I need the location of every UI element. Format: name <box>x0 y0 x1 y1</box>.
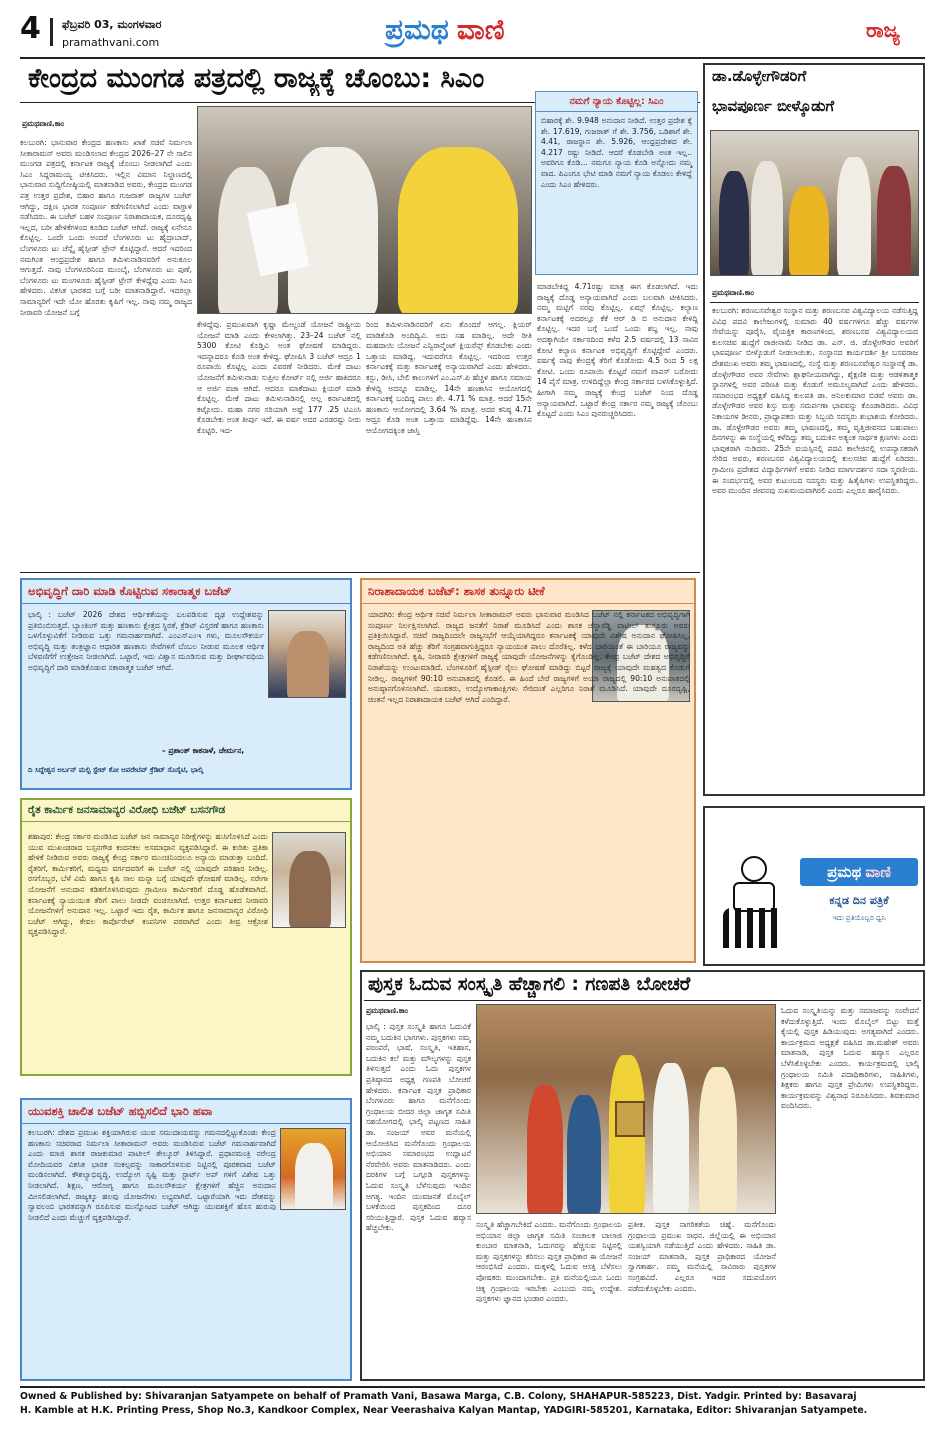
masthead-divider <box>50 18 53 46</box>
person-figure <box>837 157 871 276</box>
disappointing-budget-text: ಯಾದಗಿರಿ: ಕೇಂದ್ರ ಆರ್ಥಿಕ ಸಚಿವೆ ನಿರ್ಮಲಾ ಸೀತಾರಾಮನ್ ಅವರು ಭಾನುವಾರ ಮಂಡಿಸಿದ ಬಜೆಟ್ ನಲ್ಲಿ ಕರ್ನಾಟಕದ ಅಭಿವೃದ್ಧಿಗಾಗಿ ಸಂಪೂರ್ಣ ನಿರ್ಲಕ್ಷಿಸಲಾಗಿದೆ. ರಾಜ್ಯದ ಜನತೆಗೆ ನಿರಾಶೆ ಮೂಡಿಸಿದೆ ಎಂದು ಶಾಸಕ ಚೆನ್ನಾರೆಡ್ಡಿ ಪಾಟೀಲ್ ತುನ್ನೂರು ಅವರು ಪ್ರತಿಕ್ರಿಯಿಸಿದ್ದಾರೆ. ಸಚಿವೆ ರಾಜ್ಯದಿಂದಲೇ ರಾಜ್ಯಸಭೆಗೆ ಆಯ್ಕೆಯಾಗಿದ್ದರೂ ಕರ್ನಾಟಕಕ್ಕೆ ಯಾವುದೇ ವಿಶೇಷ ಅನುದಾನ ಘೋಷಿಸಿಲ್ಲ. ರಾಜ್ಯದಿಂದ ಅತಿ ಹೆಚ್ಚು ತೆರಿಗೆ ಸಂಗ್ರಹವಾಗುತ್ತಿದ್ದರೂ ನ್ಯಾಯಯುತ ಪಾಲು ದೊರೆತಿಲ್ಲ. ಕಳೆದ ಬಾರಿಯಂತೆ ಈ ಬಾರಿಯೂ ರಾಜ್ಯವನ್ನು ಕಡೆಗಣಿಸಲಾಗಿದೆ. ಕೃಷಿ, ನೀರಾವರಿ ಕ್ಷೇತ್ರಗಳಿಗೆ ರಾಜ್ಯಕ್ಕೆ ಯಾವುದೇ ಯೋಜನೆಗಳನ್ನು ಕೈಗೊಂಡಿಲ್ಲ. ಕೇಂದ್ರ ಬಜೆಟ್ ದೇಶದ ಅಭಿವೃದ್ಧಿಗೆ ನಿರಾಶೆಯನ್ನು ಉಂಟುಮಾಡಿದೆ. ಬೆಂಗಳೂರಿಗೆ ಹೈಸ್ಪೀಡ್ ರೈಲು ಘೋಷಣೆ ಮಾಡಿದ್ದು ಬಿಟ್ಟರೆ ರಾಜ್ಯಕ್ಕೆ ಯಾವುದೇ ಮಹತ್ವದ ಕೊಡುಗೆ ನೀಡಿಲ್ಲ. ರಾಜ್ಯಗಳಿಗೆ 90:10 ಅನುಪಾತದಲ್ಲಿ ಕೊಡಲಿ. ಈ ಹಿಂದೆ ಬೇರೆ ರಾಜ್ಯಗಳಿಗೆ ಅಯಾ ರಾಜ್ಯದಲ್ಲಿ 90:10 ಅನುಪಾತದಲ್ಲಿ ಅನುಷ್ಠಾನಗೊಳಿಸಲಾಗಿದೆ. ಯುವಕರು, ಉದ್ಯೋಗಾಕಾಂಕ್ಷಿಗಳು ಸೇರಿದಂತೆ ಎಲ್ಲರಿಗೂ ನಿರಾಶೆ ಮೂಡಿಸಿದೆ. ಯಾವುದೇ ದೂರದೃಷ್ಟಿ, ಚಿಂತನೆ ಇಲ್ಲದ ನಿರಾಶಾದಾಯಕ ಬಜೆಟ್ ಆಗಿದೆ ಎಂದಿದ್ದಾರೆ. <box>368 610 690 704</box>
books-headline: ಪುಸ್ತಕ ಓದುವ ಸಂಸ್ಕೃತಿ ಹೆಚ್ಚಾಗಲಿ : ಗಣಪತಿ ಬೋಚರೆ <box>368 974 691 995</box>
youth-budget-box <box>20 1098 352 1381</box>
disappointing-budget-box <box>360 578 696 963</box>
books-column-2: ಸಂಸ್ಕೃತಿ ಹೆಚ್ಚಾಗಬೇಕಿದೆ ಎಂದರು. ಮನೆಗೊಂದು ಗ್ರಂಥಾಲಯ ಅಭಿಯಾನ ಜಿಲ್ಲಾ ಜಾಗೃತ ಸಮಿತಿ ಸಂಚಾಲಕ ಬಾಲಾಜಿ ಕುಂಬಾರ ಮಾತನಾಡಿ, ಓದುಗರನ್ನು ಹೆಚ್ಚಿಸುವ ನಿಟ್ಟಿನಲ್ಲಿ ಮತ್ತು ಪುಸ್ತಕಗಳನ್ನು ಕರಿಸಲು ಪುಸ್ತಕ ಪ್ರಾಧಿಕಾರ ಈ ಯೋಜನೆ ಆರಂಭಿಸಿದೆ ಎಂದರು. ಮಕ್ಕಳಲ್ಲಿ ಓದುವ ಆಸಕ್ತಿ ಬೆಳೆಸಲು ಪೋಷಕರು ಮುಂದಾಗಬೇಕು. ಪ್ರತಿ ಮನೆಯಲ್ಲಿಯೂ ಒಂದು ಚಿಕ್ಕ ಗ್ರಂಥಾಲಯ ಇರಬೇಕು ಎಂಬುದು ನಮ್ಮ ಉದ್ದೇಶ. ಪುಸ್ತಕಗಳು ಜ್ಞಾನದ ಭಂಡಾರ ಎಂದರು. <box>476 1220 622 1304</box>
person-figure <box>789 186 829 276</box>
ad-paper-logo <box>800 858 918 886</box>
footer-rule <box>20 1386 925 1388</box>
person-figure <box>398 147 518 314</box>
ad-illustration <box>713 838 793 948</box>
right-story-headline-2: ಭಾವಪೂರ್ಣ ಬೀಳ್ಕೊಡುಗೆ <box>712 97 835 115</box>
masthead-rule <box>20 57 925 59</box>
lead-byline: ಪ್ರಮಥವಾಣಿ.ಕಾಂ <box>22 119 65 128</box>
person-figure <box>877 166 911 276</box>
ad-paper-right: ವಾಣಿ <box>865 863 891 881</box>
imprint-line-2: H. Kamble at H.K. Printing Press, Shop No.3, Kandkoor Complex, Near Veerashaiva Kalyan Mantap, YADGIRI-585201, Karnataka, Editor: Shivaranjan Satyampete. <box>20 1405 868 1416</box>
lead-column-1: ಕಲಬುರಗಿ: ಭಾನುವಾರ ಕೇಂದ್ರದ ಹಣಕಾಸು ಖಾತೆ ಸಚಿವೆ ನಿರ್ಮಲಾ ಸೀತಾರಾಮನ್ ಅವರು ಮಂಡಿಸಲಾದ ಕೇಂದ್ರದ 2026–27 ನೇ ಸಾಲಿನ ಮುಂಗಡ ಪತ್ರದಲ್ಲಿ ಕರ್ನಾಟಕ ರಾಜ್ಯಕ್ಕೆ ಚೊಂಬು ನೀಡಲಾಗಿದೆ ಎಂದು ಸಿಎಂ ಸಿದ್ದರಾಮಯ್ಯ ಟೀಕಿಸಿದರು. ಇಲ್ಲಿನ ವಿಮಾನ ನಿಲ್ದಾಣದಲ್ಲಿ ಭಾನುವಾರ ಸುದ್ದಿಗೋಷ್ಠಿಯಲ್ಲಿ ಮಾತನಾಡಿದ ಅವರು, ಕೇಂದ್ರದ ಮುಂಗಡ ಪತ್ರ ಉತ್ತರ ಪ್ರದೇಶ, ಬಿಹಾರ ಹಾಗೂ ಗುಜರಾತ್ ರಾಜ್ಯಗಳ ಬಜೆಟ್ ಆಗಿದ್ದು, ದಕ್ಷಿಣ ಭಾರತ ಸಂಪೂರ್ಣ ಕಡೆಗಣಿಸಲಾಗಿದೆ ಎಂದು ವಾಗ್ದಾಳಿ ನಡೆಸಿದರು. ಈ ಬಜೆಟ್ ಬಹಳ ಸಂಪೂರ್ಣ ನಿರಾಶಾದಾಯಕ, ದೂರದೃಷ್ಟಿ ಇಲ್ಲದ, ಬರೀ ಹೇಳಿಕೆಗಳಿಂದ ಕೂಡಿದ ಬಜೆಟ್ ಆಗಿದೆ. ರಾಜ್ಯಕ್ಕೆ ಏನೇನೂ ಕೊಟ್ಟಿಲ್ಲ. ಒಂದೇ ಒಂದು ಅಂದರೆ ಬೆಂಗಳೂರು ಟು ಹೈದ್ರಾಬಾದ್, ಬೆಂಗಳೂರು ಟು ಚೆನ್ನೈ ಹೈಸ್ಪೀಡ್ ಟ್ರೇನ್ ಕೊಟ್ಟಿದ್ದಾರೆ. ಆದರೆ ಇದರಿಂದ ನಮಗಿಂತ ಆಂಧ್ರಪ್ರದೇಶ ಹಾಗೂ ತಮಿಳುನಾಡಿನವರಿಗೆ ಅನುಕೂಲ ಆಗುತ್ತದೆ. ನಾವು ಬೆಂಗಳೂರಿನಿಂದ ಮುಂಬೈ, ಬೆಂಗಳೂರು ಟು ಪುಣೆ, ಬೆಂಗಳೂರು ಟು ಮಂಗಳೂರು ಹೈಸ್ಪೀಡ್ ಟ್ರೇನ್ ಕೇಳಿದ್ದೆವು ಎಂದು ಸಿಎಂ ಹೇಳಿದರು. ವಿಕಸಿತ ಭಾರತದ ಬಗ್ಗೆ ಬರೀ ಮಾತನಾಡಿದ್ದಾರೆ. ಇದರಲ್ಲಾ ಸಾಮಾನ್ಯರಿಗೆ ಇದೇ ಯೋ ಹೊರತು ಕೃಷಿಗೆ ಇಲ್ಲ. ನಾವು ನಮ್ಮ ರಾಜ್ಯದ ನೀರಾವರಿ ಯೋಜನೆ ಬಗ್ಗೆ <box>20 138 192 317</box>
section-name: ರಾಜ್ಯ <box>866 18 900 42</box>
website-link[interactable]: pramathvani.com <box>62 36 160 49</box>
justice-box-title: ನಮಗೆ ನ್ಯಾಯ ಕೊಟ್ಟಿಲ್ಲ: ಸಿಎಂ <box>536 92 697 112</box>
issue-date: ಫೆಬ್ರವರಿ 03, ಮಂಗಳವಾರ <box>62 18 162 31</box>
person-figure <box>287 631 329 698</box>
books-event-photo <box>476 1004 776 1214</box>
person-figure <box>527 1085 563 1214</box>
person-figure <box>289 851 331 928</box>
justice-box <box>535 91 698 275</box>
books-column-3: ಪ್ರತೀಕ. ಪುಸ್ತಕ ನಾಗರಿಕತೆಯ ಚಿಹ್ನೆ. ಮನೆಗೊಂದು ಗ್ರಂಥಾಲಯ ಪ್ರಮುಖ ಸಾಧನ. ಜಿಲ್ಲೆಯಲ್ಲಿ ಈ ಅಭಿಯಾನ ಯಶಸ್ವಿಯಾಗಿ ನಡೆಯುತ್ತಿದೆ ಎಂದು ಹೇಳಿದರು. ಸಾಹಿತಿ ಡಾ. ಸಂಜಯ್ ಮಾತನಾಡಿ, ಪುಸ್ತಕ ಪ್ರಾಧಿಕಾರದ ಯೋಜನೆ ಸ್ವಾಗತಾರ್ಹ. ನಮ್ಮ ಮನೆಯಲ್ಲಿ ಸಾವಿರಾರು ಪುಸ್ತಕಗಳ ಸಂಗ್ರಹವಿದೆ. ಎಲ್ಲರೂ ಇದರ ಸದುಪಯೋಗ ಪಡೆದುಕೊಳ್ಳಬೇಕು ಎಂದರು. <box>628 1220 776 1293</box>
positive-budget-headline: ಅಭಿವೃದ್ಧಿಗೆ ದಾರಿ ಮಾಡಿ ಕೊಟ್ಟಿರುವ ಸಕಾರಾತ್ಮಕ ಬಜೆಟ್ <box>22 580 350 604</box>
youth-budget-headline: ಯುವಶಕ್ತಿ ಚಾಲಿತ ಬಜೆಟ್ ಹಬ್ಬಿಸಲಿದೆ ಭಾರಿ ಹವಾ <box>22 1100 350 1124</box>
lead-column-4: ಮಾಡಬೇಕಿದ್ದ 4.71ರಷ್ಟು ಮಾತ್ರ ಈಗ ಕೊಡಲಾಗಿದೆ. ಇದು ರಾಜ್ಯಕ್ಕೆ ದೊಡ್ಡ ಅನ್ಯಾಯವಾಗಿದೆ ಎಂದು ಬಲವಾಗಿ ಟೀಕಿಸಿದರು. ನಮ್ಮ ಮಟ್ಟಿಗೆ ನರವು ಕೊಟ್ಟಿಲ್ಲ. ಏಮ್ಸ್ ಕೊಟ್ಟಿಲ್ಲ. ಕಲ್ಯಾಣ ಕರ್ನಾಟಕಕ್ಕೆ ಅದರಲ್ಲೂ ಕೆಕೆ ಆರ್ ಡಿ ಬಿ ಅನುದಾನ ಕೇಳಿದ್ದಿ ಕೊಟ್ಟಿಲ್ಲ. ಇದರ ಬಗ್ಗೆ ಒಂದೆ ಒಂದು ಶಬ್ದ ಇಲ್ಲ. ನಾವು ಅದಕ್ಕಾಗಿಯೇ ಸರ್ಕಾರದಿಂದ ಕಳೆದ 2.5 ವರ್ಷದಲ್ಲಿ 13 ಸಾವಿರ ಕೋಟಿ ಕಲ್ಯಾಣ ಕರ್ನಾಟಕ ಅಭಿವೃದ್ಧಿಗೆ ಕೊಟ್ಟಿದ್ದೇವೆ ಎಂದರು. ವರ್ಷಕ್ಕೆ ನಾವು ಕೇಂದ್ರಕ್ಕೆ ತೆರಿಗೆ ಕೊಡೋದು 4.5 ರಿಂದ 5 ಲಕ್ಷ ಕೋಟಿ. ಒಂದು ರೂಪಾಯಿ ಕೊಟ್ಟರೆ ನಮಗೆ ವಾಪಸ್ ಬರೋದು 14 ಪೈಸೆ ಮಾತ್ರ. ಉಳಿದಿದ್ದೆಲ್ಲಾ ಕೇಂದ್ರ ಸರ್ಕಾರದ ಬಳಸಿಕೊಳ್ಳುತ್ತಿದೆ. ಹೀಗಾಗಿ ನಮ್ಮ ರಾಜ್ಯಕ್ಕೆ ಕೇಂದ್ರ ಬಜೆಟ್ ನಿಂದ ದೊಡ್ಡ ಅನ್ಯಾಯವಾಗಿದೆ. ಒಟ್ಟಾರೆ ಕೇಂದ್ರ ಸರ್ಕಾರ ನಮ್ಮ ರಾಜ್ಯಕ್ಕೆ ಚೊಂಬು ಕೊಟ್ಟದೆ ಎಂದು ಸಿಎಂ ಪುನರುಚ್ಚರಿಸಿದರು. <box>537 282 698 419</box>
paper-logo <box>385 14 505 46</box>
positive-budget-signature: – ಪ್ರಶಾಂತ್ ಕಾಕನಾಳೆ, ಚೇರ್ಮನ, <box>162 746 245 755</box>
person-figure <box>653 1063 689 1214</box>
positive-budget-text: ಭಾಲ್ಕಿ : ಬಜೆಟ್ 2026 ದೇಶದ ಆರ್ಥಿಕತೆಯನ್ನು ಬಲಪಡಿಸುವ ದೃಢ ಉದ್ದೇಶವನ್ನು ಪ್ರತಿಬಿಂಬಿಸುತ್ತದೆ. ಬ್ಯಾಂಕಿಂಗ್ ಮತ್ತು ಹಣಕಾಸು ಕ್ಷೇತ್ರದ ಸ್ಥಿರತೆ, ಕ್ರೆಡಿಟ್ ವಿಸ್ತರಣೆ ಹಾಗೂ ಹಣಕಾಸು ಒಳಗೊಳ್ಳುವಿಕೆಗೆ ನೀಡಿರುವ ಒತ್ತು ಗಮನಾರ್ಹವಾಗಿದೆ. ಎಂಎಸ್ಎಂಇ ಗಳು, ಮೂಲಸೌಕರ್ಯ ಅಭಿವೃದ್ಧಿ ಮತ್ತು ತಂತ್ರಜ್ಞಾನ ಆಧಾರಿತ ಹಣಕಾಸು ಸೇವೆಗಳಿಗೆ ಬೆಂಬಲ ನೀಡುವ ಮೂಲಕ ಆರ್ಥಿಕ ಬೆಳವಣಿಗೆಗೆ ಉತ್ತೇಜನ ನೀಡಲಾಗಿದೆ. ಒಟ್ಟಾರೆ, ಇದು ವಿಶ್ವಾಸ ಮೂಡಿಸುವ ಮತ್ತು ದೀರ್ಘಾವಧಿಯ ಅಭಿವೃದ್ಧಿಗೆ ದಾರಿ ಮಾಡಿಕೊಡುವ ಸಕಾರಾತ್ಮಕ ಬಜೆಟ್ ಆಗಿದೆ. <box>28 610 264 672</box>
paper-name-left: ಪ್ರಮಥ <box>385 13 449 46</box>
right-story-headline-1: ಡಾ.ಡೊಳ್ಳೇಗೌಡರಿಗೆ <box>712 67 807 85</box>
right-byline-rule <box>710 302 919 303</box>
prashanth-photo <box>268 610 346 698</box>
positive-budget-signature-org: ದಿ ಸಿದ್ದೇಶ್ವರ ಅರ್ಬನ್ ಮಲ್ಟಿ ಸ್ಟೇಟ್ ಕೋ ಆಪರೇಟಿವ್ ಕ್ರೆಡಿಟ್ ಸೊಸೈಟಿ, ಭಾಲ್ಕಿ <box>28 766 204 774</box>
lead-column-3: ರಿಂದ ತಮಿಳುನಾಡಿನವರಿಗೆ ಏನು ತೊಂದರೆ ಆಗಲ್ಲ. ಕ್ಲಿಯರ್ ಮಾಡಿಕೊಡಿ ಅಂದಿದ್ವಿವಿ. ಅದು ಸಹ ಮಾಡಿಲ್ಲ. ಅದೇ ರೀತಿ ಮಹದಾಯಿ ಯೋಜನೆ ಎನ್ವಿರಾನ್ಮೆಂಟ್ ಕ್ಲಿಯರೆನ್ಸ್ ಕೊಡಬೇಕು ಎಂದು ಒತ್ತಾಯ ಮಾಡಿದ್ದ. ಇದುವರೆಗೂ ಕೊಟ್ಟಿಲ್ಲ. ಇದರಿಂದ ಉತ್ತರ ಕರ್ನಾಟಕಕ್ಕೆ ಮತ್ತು ಕರ್ನಾಟಕಕ್ಕೆ ಅನ್ಯಾಯವಾಗಿದೆ ಎಂದು ಹೇಳಿದರು. ಕಸ್ಟು, ಡೀಸಿ, ಬೇಲಿ ಕಾಲುಗಳಿಗೆ ಎಂ.ಎಸ್.ಪಿ ಹೆಚ್ಚಳ ಹಾಗೂ ಸಮಾಯ ಕೇಳಿದ್ದಿ ಅದನ್ನೂ ಮಾಡಿಲ್ಲ. 14ನೇ ಹಣಕಾಸಿನ ಆಯೋಗದಲ್ಲಿ ಕರ್ನಾಟಕಕ್ಕೆ ಬಂದಿದ್ದ ಪಾಲು ಶೇ. 4.71 % ಮಾತ್ರ. ಆದರೆ 15ನೇ ಹಣಕಾಸು ಆಯೋಗದಲ್ಲಿ 3.64 % ಮಾತ್ರ. ಅದರ ಕನಿಷ್ಠ 4.71 ಆದ್ರೂ ಕೊಡಿ ಅಂತ ಒತ್ತಾಯ ಮಾಡಿದ್ದೆವು. 14ನೇ ಹಣಕಾಸಿನ ಆಯೋಗದಕ್ಕಿಂತ ಜಾಸ್ತಿ <box>366 320 532 435</box>
ad-paper-left: ಪ್ರಮಥ <box>827 863 862 881</box>
telkur-photo <box>280 1128 346 1210</box>
books-column-1: ಭಾಲ್ಕಿ : ಪುಸ್ತಕ ಸಂಸ್ಕೃತಿ ಹಾಗೂ ಓದುವಿಕೆ ನಮ್ಮ ಬದುಕಿನ ಭಾಗಗಳು. ಪುಸ್ತಕಗಳು ನಮ್ಮ ಪರಂಪರೆ, ಭಾಷೆ, ಸಂಸ್ಕೃತಿ, ಇತಿಹಾಸ, ಬದುಕಿನ ಕಲೆ ಮತ್ತು ಮೌಲ್ಯಗಳನ್ನು ಪುಸ್ತಕ ತಿಳಿಸುತ್ತದೆ ಎಂದು ಓದು ಪುಸ್ತಕಗಳ ಪ್ರತಿಷ್ಠಾನದ ಅಧ್ಯಕ್ಷ ಗಣಪತಿ ಬೋಚರೆ ಹೇಳಿದರು. ಕರ್ನಾಟಕ ಪುಸ್ತಕ ಪ್ರಾಧಿಕಾರ ಬೆಂಗಳೂರು ಹಾಗೂ ಮನೆಗೊಂದು ಗ್ರಂಥಾಲಯ ಬೀದರ ಜಿಲ್ಲಾ ಜಾಗೃತ ಸಮಿತಿ ಸಹಯೋಗದಲ್ಲಿ ಭಾಲ್ಕಿ ಪಟ್ಟಣದ ಸಾಹಿತಿ ಡಾ. ಸಂಜಯ್ ಅವರ ಮನೆಯಲ್ಲಿ ಆಯೋಜಿಸಿದ ಮನೆಗೊಂದು ಗ್ರಂಥಾಲಯ ಅಭಿಯಾನ ಸಮಾರಂಭದ ಉದ್ಘಾಟನೆ ನೆರವೇರಿಸಿ ಅವರು ಮಾತನಾಡಿದರು. ಎಂದು ದರಕಿಗಳ ಬಗ್ಗೆ ಒಗ್ಗೂಡಿ ಪುಸ್ತಕಗಳನ್ನು ಓದುವ ಸಂಸ್ಕೃತಿ ಬೆಳೆಸುವುದು ಇಂದಿನ ಅಗತ್ಯ. ಇಂದಿನ ಯುವಜನತೆ ಮೊಬೈಲ್ ಬಳಕೆಯಿಂದ ಪುಸ್ತಕದಿಂದ ದೂರ ಸರಿಯುತ್ತಿದ್ದಾರೆ. ಪುಸ್ತಕ ಓದುವ ಹವ್ಯಾಸ ಹೆಚ್ಚಬೇಕು. <box>366 1022 471 1233</box>
farewell-photo <box>710 130 919 276</box>
lead-column-2: ಕೇಳಿದ್ದೆವು. ಪ್ರಮುಖವಾಗಿ ಕೃಷ್ಣಾ ಮೇಲ್ದಂಡೆ ಯೋಜನೆ ರಾಷ್ಟ್ರೀಯ ಯೋಜನೆ ಮಾಡಿ ಎಂದು ಕೇಳಲಾಗಿತ್ತು. 23–24 ಬಜೆಟ್ ನಲ್ಲಿ 5300 ಕೋಟಿ ಕೊಡ್ತಿವಿ ಅಂತ ಘೋಷಣೆ ಮಾಡಿದ್ದರು. ಇದನ್ನಾದರೂ ಕೊಡಿ ಅಂತ ಕೇಳಿದ್ದ. ಘೋಷಿಸಿ 3 ಬಜೆಟ್ ಆದ್ರೂ 1 ರೂಪಾಯಿ ಕೊಟ್ಟಿಲ್ಲ ಎಂದು ವಿವರಣೆ ನೀಡಿದರು. ಮೇಕೆ ದಾಟು ಯೋಜನೆಗೆ ತಮಿಳುನಾಡು ಸುಪ್ರೀಂ ಕೋರ್ಟ್ ನಲ್ಲಿ ಅರ್ಜಿ ಹಾಕಿದರೂ ಆ ಅರ್ಜಿ ವಜಾ ಆಗಿದೆ. ಆದರೂ ಮಾಕೆದಾಟು ಕ್ಲಿಯರ್ ಮಾಡಿ ಕೊಟ್ಟಿಲ್ಲ. ಮೇಕೆ ದಾಟು ತಮಿಳುನಾಡಿನಲ್ಲಿ ಅಲ್ಲ ಕರ್ನಾಟಕದಲ್ಲಿ ಕಟ್ಟೋದು. ಮಹಾ ನಗರ ಸರಿಯಾಗಿ ಅಷ್ಟೆ 177 .25 ಟಿಎಂಸಿ ಕೊಡಬೇಕು ಅಂತ ತೀರ್ಪು ಇದೆ. ಈ ವರ್ಷ ಅದರ ಎರಡರಷ್ಟು ನೀರು ಕೊಟ್ಟಿರಿ. ಇದ- <box>197 320 361 435</box>
basanagouda-photo <box>272 832 346 928</box>
farmer-budget-box <box>20 798 352 1076</box>
memento-frame <box>615 1101 645 1137</box>
person-figure <box>567 1095 601 1214</box>
imprint-line-1: Owned & Published by: Shivaranjan Satyampete on behalf of Pramath Vani, Basawa Marga, C.B. Colony, SHAHAPUR-585223, Dist. Yadgir. Printed by: Basavaraj <box>20 1391 857 1402</box>
lead-bottom-rule <box>20 572 700 573</box>
cm-press-photo <box>197 106 532 314</box>
justice-box-text: ಬಿಹಾರಕ್ಕೆ ಶೇ. 9.948 ಅನುದಾನ ನೀಡಿದೆ. ಉತ್ತರ ಪ್ರದೇಶ ಕ್ಕೆ ಶೇ. 17.619, ಗುಜರಾತ್ ಗೆ ಶೇ. 3.756, ಒಡಿಶಾಗೆ ಶೇ. 4.41, ರಾಜಸ್ಥಾನ ಶೇ. 5.926, ಆಂಧ್ರಪ್ರದೇಶದ ಶೇ. 4.217 ರಷ್ಟು ನೀಡಿದೆ. ಆದರೆ ಕೊಡಬೇಡಿ ಅಂತ ಇಲ್ಲ.. ಅವರಿಗೂ ಕೊಡಿ... ನಮಗೂ ನ್ಯಾಯ ಕೊಡಿ ಅನ್ನೋದು ನಮ್ಮ ವಾದ. ಪಿಎಂಗೂ ಭೇಟಿ ಮಾಡಿ ನಮಗೆ ನ್ಯಾಯ ಕೊಡಲು ಕೇಳಿದ್ದೆ ಎಂದು ಸಿಎಂ ಹೇಳಿದರು. <box>541 116 692 189</box>
person-figure <box>719 171 749 276</box>
advertisement-box <box>703 806 925 966</box>
person-figure <box>751 161 783 276</box>
paper-name-right: ವಾಣಿ <box>456 13 505 46</box>
person-figure <box>295 1143 333 1210</box>
positive-budget-box <box>20 578 352 790</box>
ad-tagline: ಕನ್ನಡ ದಿನ ಪತ್ರಿಕೆ <box>829 894 889 907</box>
right-story-byline: ಪ್ರಮಥವಾಣಿ.ಕಾಂ <box>712 288 755 297</box>
person-figure <box>699 1067 737 1214</box>
lead-headline: ಕೇಂದ್ರದ ಮುಂಗಡ ಪತ್ರದಲ್ಲಿ ರಾಜ್ಯಕ್ಕೆ ಚೊಂಬು: ಸಿಎಂ <box>28 63 485 94</box>
farmer-budget-headline: ರೈತ ಕಾರ್ಮಿಕ ಜನಸಾಮಾನ್ಯರ ವಿರೋಧಿ ಬಜೆಟ್ ಬಸನಗೌಡ <box>22 800 350 822</box>
farmer-budget-text: ಶಹಾಪುರ: ಕೇಂದ್ರ ಸರ್ಕಾರ ಮಂಡಿಸಿದ ಬಜೆಟ್ ಜನ ಸಾಮಾನ್ಯರ ನಿರೀಕ್ಷೆಗಳನ್ನು ಹುಸಿಗೊಳಿಸಿದೆ ಎಂದು ಯುವ ಮುಖಂಡರಾದ ಬಸ್ಸನಗೌಡ ಕಂದನಕಲ ಅಸಮಾಧಾನ ವ್ಯಕ್ತಪಡಿಸಿದ್ದಾರೆ. ಈ ಕುರಿತು ಪ್ರತಿಕಾ ಹೇಳಿಕೆ ನೀಡಿರುವ ಅವರು ರಾಜ್ಯಕ್ಕೆ ಕೇಂದ್ರ ಸರ್ಕಾರ ಮುಂಚಿನಿಂದಲೂ ಅನ್ಯಾಯ ಮಾಡುತ್ತಾ ಬಂದಿದೆ. ರೈತರಿಗೆ, ಕಾರ್ಮಿಕರಿಗೆ, ಮಧ್ಯಮ ವರ್ಗದವರಿಗೆ ಈ ಬಜೆಟ್ ನಲ್ಲಿ ಯಾವುದೇ ಪರಿಹಾರ ನೀಡಿಲ್ಲ. ರಸಗೊಬ್ಬರ, ಬೆಳೆ ವಿಮೆ ಹಾಗೂ ಕೃಷಿ ಸಾಲ ಮನ್ನಾ ಬಗ್ಗೆ ಯಾವುದೇ ಘೋಷಣೆ ಮಾಡಿಲ್ಲ. ನರೇಗಾ ಯೋಜನೆಗೆ ಅನುದಾನ ಕಡಿತಗೊಳಿಸಿರುವುದು ಗ್ರಾಮೀಣ ಕಾರ್ಮಿಕರಿಗೆ ದೊಡ್ಡ ಹೊಡೆತವಾಗಿದೆ. ಕರ್ನಾಟಕಕ್ಕೆ ನ್ಯಾಯಯುತ ತೆರಿಗೆ ಪಾಲು ನೀಡದೇ ವಂಚಿಸಲಾಗಿದೆ. ಉತ್ತರ ಕರ್ನಾಟಕದ ನೀರಾವರಿ ಯೋಜನೆಗಳಿಗೆ ಅನುದಾನ ಇಲ್ಲ. ಒಟ್ಟಾರೆ ಇದು ರೈತ, ಕಾರ್ಮಿಕ ಹಾಗೂ ಜನಸಾಮಾನ್ಯರ ವಿರೋಧಿ ಬಜೆಟ್ ಆಗಿದ್ದು, ಕೇವಲ ಕಾರ್ಪೊರೇಟ್ ಕಂಪನಿಗಳ ಪರವಾಗಿದೆ ಎಂದು ತೀವ್ರ ಆಕ್ರೋಶ ವ್ಯಕ್ತಪಡಿಸಿದ್ದಾರೆ. <box>28 832 268 937</box>
books-byline: ಪ್ರಮಥವಾಣಿ.ಕಾಂ <box>366 1006 409 1015</box>
disappointing-budget-headline: ನಿರಾಶಾದಾಯಕ ಬಜೆಟ್: ಶಾಸಕ ತುನ್ನೂರು ಟೀಕೆ <box>362 580 694 604</box>
books-headline-rule <box>364 1000 921 1001</box>
youth-budget-text: ಕಲಬುರಗಿ: ದೇಶದ ಪ್ರಮುಖ ಶಕ್ತಿಯಾಗಿರುವ ಯುವ ಸಮುದಾಯವನ್ನು ಗಮನದಲ್ಲಿಟ್ಟುಕೊಂಡು ಕೇಂದ್ರ ಹಣಕಾಸು ಸಚಿವರಾದ ನಿರ್ಮಲಾ ಸೀತಾರಾಮನ್ ಅವರು ಮಂಡಿಸಿರುವ ಬಜೆಟ್ ಗಮನಾರ್ಹವಾಗಿದೆ ಎಂದು ಮಾಜಿ ಶಾಸಕ ರಾಜಕುಮಾರ ಪಾಟೀಲ್ ತೇಲ್ಕೂರ್ ತಿಳಿಸಿದ್ದಾರೆ. ಪ್ರಧಾನಮಂತ್ರಿ ನರೇಂದ್ರ ಮೋದಿಯವರ ವಿಕಸಿತ ಭಾರತ ಸಂಕಲ್ಪವನ್ನು ಸಾಕಾರಗೊಳಿಸುವ ನಿಟ್ಟಿನಲ್ಲಿ ಪೂರಕವಾದ ಬಜೆಟ್ ಮಂಡಿಸಲಾಗಿದೆ. ಕೌಶಲ್ಯಾಭಿವೃದ್ಧಿ, ಉದ್ಯೋಗ ಸೃಷ್ಟಿ ಮತ್ತು ಸ್ಟಾರ್ಟ್ ಅಪ್ ಗಳಿಗೆ ವಿಶೇಷ ಒತ್ತು ನೀಡಲಾಗಿದೆ. ಶಿಕ್ಷಣ, ಆರೋಗ್ಯ ಹಾಗೂ ಮೂಲಸೌಕರ್ಯ ಕ್ಷೇತ್ರಗಳಿಗೆ ಹೆಚ್ಚಿನ ಅನುದಾನ ಮೀಸಲಿಡಲಾಗಿದೆ. ರಾಜ್ಯಕ್ಕೂ ಹಲವು ಯೋಜನೆಗಳು ಲಭ್ಯವಾಗಿವೆ. ಒಟ್ಟಾರೆಯಾಗಿ ಇದು ದೇಶವನ್ನು ಸ್ವಾವಲಂಬಿ ಭಾರತವನ್ನಾಗಿ ರೂಪಿಸುವ ಮುನ್ನೋಟದ ಬಜೆಟ್ ಆಗಿದ್ದು ಯುವಶಕ್ತಿಗೆ ಹೊಸ ಹುರುಪು ನೀಡಲಿದೆ ಎಂದು ಮೆಚ್ಚುಗೆ ವ್ಯಕ್ತಪಡಿಸಿದ್ದಾರೆ. <box>28 1128 276 1222</box>
ad-subtagline: ಇದು ಪ್ರತಿಯೊಬ್ಬರ ಧ್ವನಿ <box>832 914 886 922</box>
right-story-text: ಕಲಬುರಗಿ: ಶರಣಬಸವೇಶ್ವರ ಸಂಸ್ಥಾನ ಮತ್ತು ಶರಣಬಸವ ವಿಶ್ವವಿದ್ಯಾಲಯ ನಡೆಸುತ್ತಿದ್ದ ವಿವಿಧ ಪದವಿ ಕಾಲೇಜುಗಳಲ್ಲಿ ಸುಮಾರು 40 ವರ್ಷಗಳಿಗೂ ಹೆಚ್ಚು ವರ್ಷಗಳ ಸೇವೆಯನ್ನು ಪೂರೈಸಿ, ವೈಯಕ್ತಿಕ ಕಾರಣಗಳಿಂದ, ಶರಣಬಸವ ವಿಶ್ವವಿದ್ಯಾಲಯದ ಕುಲಸಚಿವ ಹುದ್ದೆಗೆ ರಾಜೀನಾಮೆ ನೀಡಿದ ಡಾ. ಎಸ್. ಜಿ. ಡೊಳ್ಳೇಗೌಡರ ಅವರಿಗೆ ಭಾವಪೂರ್ಣ ಬೀಳ್ಕೊಡುಗೆ ನೀಡಲಾಯಿತು. ಸಂಸ್ಥಾನದ ಕಾರ್ಯದರ್ಶಿ ಶ್ರೀ ಬಸವರಾಜ ದೇಶಮುಖ ಅವರು ತಮ್ಮ ಭಾಷಣದಲ್ಲಿ, ಸಂಸ್ಥೆ ಮತ್ತು ಶರಣಬಸವೇಶ್ವರ ಸಂಸ್ಥಾನಕ್ಕೆ ಡಾ. ಡೊಳ್ಳೇಗೌಡರ ಅವರ ಸೇವೆಗಳು ಶ್ಲಾಘನೀಯವಾಗಿದ್ದು, ಶೈಕ್ಷಣಿಕ ಮತ್ತು ಆಡಳಿತಾತ್ಮಕ ಸ್ಥಾನಗಳಲ್ಲಿ ಅವರ ಪರಿಣತಿ ಮತ್ತು ಕೊಡುಗೆ ಅಮೂಲ್ಯವಾಗಿದೆ ಎಂದು ಹೇಳಿದರು. ಸಮಾರಂಭದ ಅಧ್ಯಕ್ಷತೆ ವಹಿಸಿದ್ದ ಕುಲಪತಿ ಡಾ. ಅನಿಲಕುಮಾರ ಬಿಡವೆ ಅವರು ಡಾ. ಡೊಳ್ಳೇಗೌಡರ ಅವರ ಶಿಸ್ತು ಮತ್ತು ಸಮರ್ಪಣಾ ಭಾವವನ್ನು ಕೊಂಡಾಡಿದರು. ವಿವಿಧ ನಿಕಾಯಗಳ ಡೀನರು, ಪ್ರಾಧ್ಯಾಪಕರು ಮತ್ತು ಸಿಬ್ಬಂದಿ ಸದಸ್ಯರು ಶುಭಾಶಯ ಕೋರಿದರು. ಡಾ. ಡೊಳ್ಳೇಗೌಡರ ಅವರು ತಮ್ಮ ಭಾಷಣದಲ್ಲಿ, ತಮ್ಮ ವೃತ್ತಿಜೀವನದ ಬಹುಪಾಲು ದಿನಗಳನ್ನು ಈ ಸಂಸ್ಥೆಯಲ್ಲಿ ಕಳೆದಿದ್ದು ತಮ್ಮ ಬದುಕಿನ ಅತ್ಯಂತ ಸಾರ್ಥಕ ಕ್ಷಣಗಳು ಎಂದು ಭಾವುಕರಾಗಿ ನುಡಿದರು. 25ನೇ ವಯಸ್ಸಿನಲ್ಲಿ ಪದವಿ ಕಾಲೇಜಿನಲ್ಲಿ ಉಪನ್ಯಾಸಕರಾಗಿ ಸೇರಿದ ಅವರು, ಶರಣಬಸವ ವಿಶ್ವವಿದ್ಯಾಲಯದಲ್ಲಿ ಕುಲಸಚಿವ ಹುದ್ದೆಗೆ ಏರಿದರು. ಗ್ರಾಮೀಣ ಪ್ರದೇಶದ ವಿದ್ಯಾರ್ಥಿಗಳಿಗೆ ಅವರು ನೀಡಿದ ಮಾರ್ಗದರ್ಶನ ಸದಾ ಸ್ಮರಣೀಯ. ಈ ಸಂದರ್ಭದಲ್ಲಿ ಅವರ ಕುಟುಂಬದ ಸದಸ್ಯರು ಮತ್ತು ಹಿತೈಷಿಗಳು ಉಪಸ್ಥಿತರಿದ್ದರು. ಅವರ ಮುಂದಿನ ಜೀವನವು ಸುಖಮಯವಾಗಿರಲಿ ಎಂದು ಎಲ್ಲರೂ ಹಾರೈಸಿದರು. <box>712 306 918 496</box>
masthead <box>0 0 945 60</box>
books-column-4: ಓದುವ ಸಂಸ್ಕೃತಿಯನ್ನು ಮತ್ತು ಸಮಾಜವನ್ನು ಸಂವೇದನೆ ಕಳೆದುಕೊಳ್ಳುತ್ತಿದೆ. ಇಂದು ಮೊಬೈಲ್ ಬಿಟ್ಟು ಮತ್ತೆ ಕೈಯಲ್ಲಿ ಪುಸ್ತಕ ಹಿಡಿಯುವುದು ಅಗತ್ಯವಾಗಿದೆ ಎಂದರು. ಕಾರ್ಯಕ್ರಮದ ಅಧ್ಯಕ್ಷತೆ ವಹಿಸಿದ ಡಾ.ಮಹೇಶ್ ಅವರು ಮಾತನಾಡಿ, ಪುಸ್ತಕ ಓದುವ ಹವ್ಯಾಸ ಎಲ್ಲರೂ ಬೆಳೆಸಿಕೊಳ್ಳಬೇಕು ಎಂದರು. ಕಾರ್ಯಕ್ರಮದಲ್ಲಿ ಭಾಲ್ಕಿ ಗ್ರಂಥಾಲಯ ಸಮಿತಿ ಪದಾಧಿಕಾರಿಗಳು, ಸಾಹಿತಿಗಳು, ಶಿಕ್ಷಕರು ಹಾಗೂ ಪುಸ್ತಕ ಪ್ರೇಮಿಗಳು ಉಪಸ್ಥಿತರಿದ್ದರು. ಕಾರ್ಯಕ್ರಮವನ್ನು ವಿಶ್ವನಾಥ ನಿರೂಪಿಸಿದರು. ಶಿವಕುಮಾರ ವಂದಿಸಿದರು. <box>781 1006 919 1111</box>
page-number: 4 <box>20 11 41 46</box>
